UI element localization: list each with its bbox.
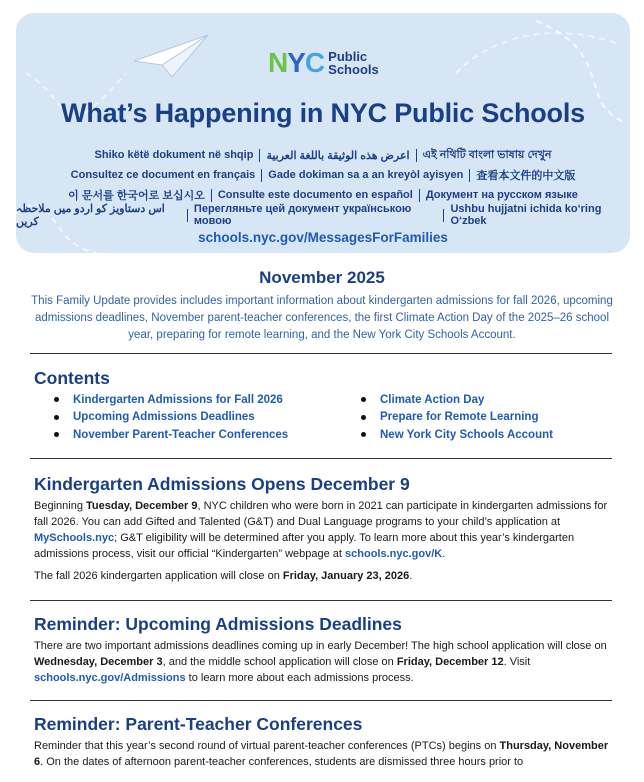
contents-list-left [54,391,288,444]
messages-for-families-link[interactable]: schools.nyc.gov/MessagesForFamilies [198,230,448,245]
contents-item[interactable]: Kindergarten Admissions for Fall 2026 [54,391,288,409]
language-link-urdu[interactable]: اس دستاویز کو اردو میں ملاحظہ کریں [16,203,165,228]
language-link-albanian[interactable]: Shiko këtë dokument në shqip [94,149,254,161]
language-row [16,203,630,228]
divider [30,458,612,459]
nyc-public-schools-logo [268,49,379,77]
divider [30,600,612,601]
contents-item[interactable]: November Parent-Teacher Conferences [54,426,288,444]
intro-paragraph: This Family Update provides includes important information about kindergarten admissions for fall 2026, upcoming admissions deadlines, November parent-teacher conferences, the first Climate Action Day of the 2025–26 school year, preparing for remote learning, and the New York City Schools Account. [31,295,613,341]
language-link-arabic[interactable]: اعرض هذه الوثيقة باللغة العربية [266,149,410,162]
language-links [16,145,630,228]
language-link-uzbek[interactable]: Ushbu hujjatni ichida ko‘ring O‘zbek [450,203,602,227]
contents-item[interactable]: Upcoming Admissions Deadlines [54,409,288,427]
language-link-russian[interactable]: Документ на русском языке [425,189,578,201]
paper-plane-icon [132,31,212,81]
admissions-link[interactable]: schools.nyc.gov/Admissions [34,672,186,684]
contents-item[interactable]: Climate Action Day [361,391,553,409]
bullet-icon [361,397,366,402]
contents-heading: Contents [34,368,110,388]
section-heading-kindergarten: Kindergarten Admissions Opens December 9 [34,474,410,494]
language-link-chinese[interactable]: 查看本文件的中文版 [476,170,576,182]
language-row [16,165,630,185]
contents-list-right [361,391,553,444]
bullet-icon [361,415,366,420]
logo-wordmark: Public Schools [328,49,379,77]
kindergarten-webpage-link[interactable]: schools.nyc.gov/K [345,548,443,560]
divider [30,353,612,354]
divider [30,700,612,701]
page-title: What’s Happening in NYC Public Schools [61,98,585,128]
language-link-bengali[interactable]: এই নথিটি বাংলা ভাষায় দেখুন [422,148,552,161]
conferences-paragraph: Reminder that this year’s second round of virtual parent-teacher conferences (PTCs) begins on Thursday, November 6. On the dates of afternoon parent-teacher conferences, students are dismissed three hours prior to [34,740,609,768]
issue-month: November 2025 [259,268,385,287]
kindergarten-closing-paragraph: The fall 2026 kindergarten application will close on Friday, January 23, 2026. [34,570,413,582]
language-link-ukrainian[interactable]: Перегляньте цей документ українською мовою [193,203,412,227]
bullet-icon [361,432,366,437]
section-heading-conferences: Reminder: Parent-Teacher Conferences [34,714,363,734]
language-link-french[interactable]: Consultez ce document en français [70,169,256,181]
logo-mark: NYC [268,47,325,78]
language-link-spanish[interactable]: Consulte este documento en español [217,189,413,201]
bullet-icon [54,397,59,402]
contents-item[interactable]: Prepare for Remote Learning [361,409,553,427]
language-link-haitian-creole[interactable]: Gade dokiman sa a an kreyòl ayisyen [268,169,464,181]
kindergarten-paragraph: Beginning Tuesday, December 9, NYC children who were born in 2021 can participate in kindergarten admissions for fall 2026. You can add Gifted and Talented (G&T) and Dual Language programs to your child’s application at MySchools.nyc; G&T eligibility will be determined after you apply. To learn more about this year’s kindergarten admissions process, visit our official “Kindergarten” webpage at schools.nyc.gov/K. [34,500,608,560]
header-banner [16,13,630,253]
section-heading-deadlines: Reminder: Upcoming Admissions Deadlines [34,614,402,634]
contents-item[interactable]: New York City Schools Account [361,426,553,444]
bullet-icon [54,432,59,437]
deadlines-paragraph: There are two important admissions deadlines coming up in early December! The high school application will close on Wednesday, December 3, and the middle school application will close on Friday, December 12. Visit schools.nyc.gov/Admissions to learn more about each admissions process. [34,640,607,684]
language-row [16,145,630,165]
myschools-link[interactable]: MySchools.nyc [34,532,115,544]
language-link-korean[interactable]: 이 문서를 한국어로 보십시오 [68,190,205,202]
bullet-icon [54,415,59,420]
